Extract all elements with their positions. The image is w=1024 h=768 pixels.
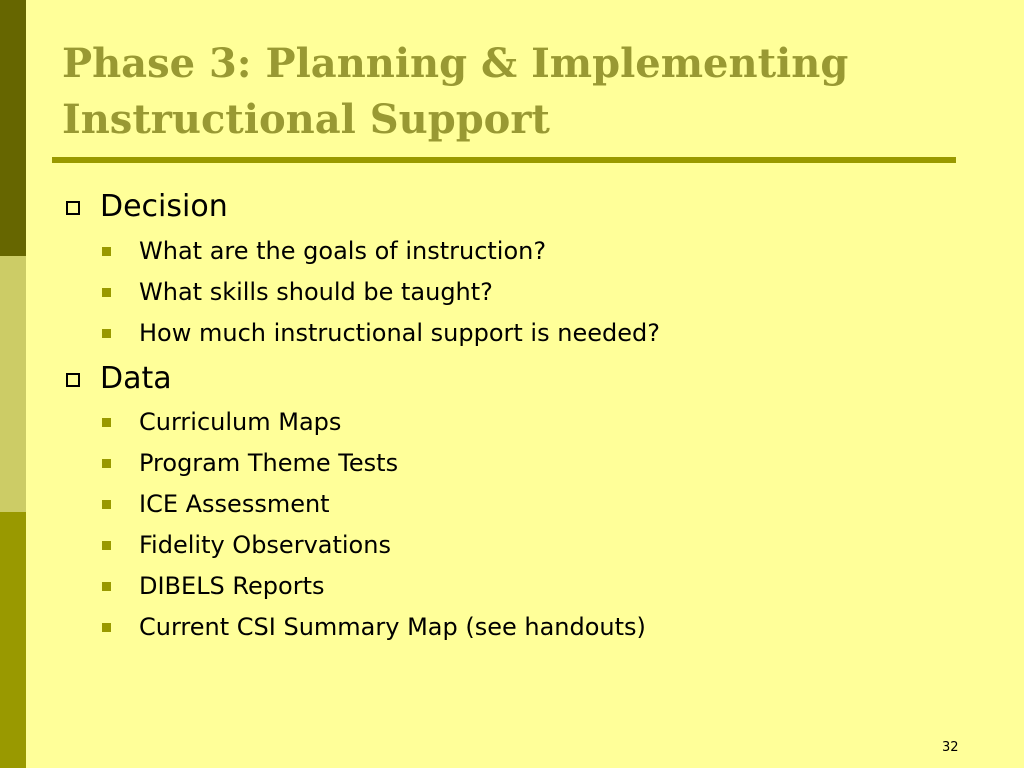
sub-bullet [102, 448, 398, 478]
sub-bullet [102, 489, 330, 519]
hollow-square-bullet-icon [66, 373, 80, 387]
sub-bullet [102, 571, 324, 601]
sub-bullet-text: What skills should be taught? [139, 278, 493, 306]
side-decoration-bar [0, 0, 26, 768]
bullet-label: Decision [100, 189, 228, 224]
square-bullet-icon [102, 288, 111, 297]
sub-bullet-text: Program Theme Tests [139, 449, 399, 477]
side-bar-bottom-segment [0, 512, 26, 768]
side-bar-middle-segment [0, 256, 26, 512]
sub-bullet-text: How much instructional support is needed? [139, 319, 660, 347]
square-bullet-icon [102, 418, 111, 427]
sub-bullet [102, 236, 546, 266]
sub-bullet [102, 407, 341, 437]
square-bullet-icon [102, 541, 111, 550]
square-bullet-icon [102, 329, 111, 338]
side-bar-top-segment [0, 0, 26, 256]
sub-bullet-text: Curriculum Maps [139, 408, 342, 436]
title-underline [52, 157, 956, 163]
square-bullet-icon [102, 582, 111, 591]
bullet-data [66, 361, 172, 397]
sub-bullet [102, 612, 646, 642]
sub-bullet-text: Fidelity Observations [139, 531, 391, 559]
page-number: 32 [942, 740, 959, 755]
sub-bullet [102, 318, 660, 348]
sub-bullet-text: ICE Assessment [139, 490, 330, 518]
hollow-square-bullet-icon [66, 201, 80, 215]
sub-bullet [102, 530, 391, 560]
square-bullet-icon [102, 500, 111, 509]
square-bullet-icon [102, 459, 111, 468]
sub-bullet [102, 277, 493, 307]
sub-bullet-text: DIBELS Reports [139, 572, 325, 600]
square-bullet-icon [102, 623, 111, 632]
sub-bullet-text: What are the goals of instruction? [139, 237, 547, 265]
square-bullet-icon [102, 247, 111, 256]
sub-bullet-text: Current CSI Summary Map (see handouts) [139, 613, 646, 641]
bullet-decision [66, 189, 228, 225]
slide-title: Phase 3: Planning & Implementing Instructional Support [62, 40, 849, 143]
bullet-label: Data [100, 361, 172, 396]
